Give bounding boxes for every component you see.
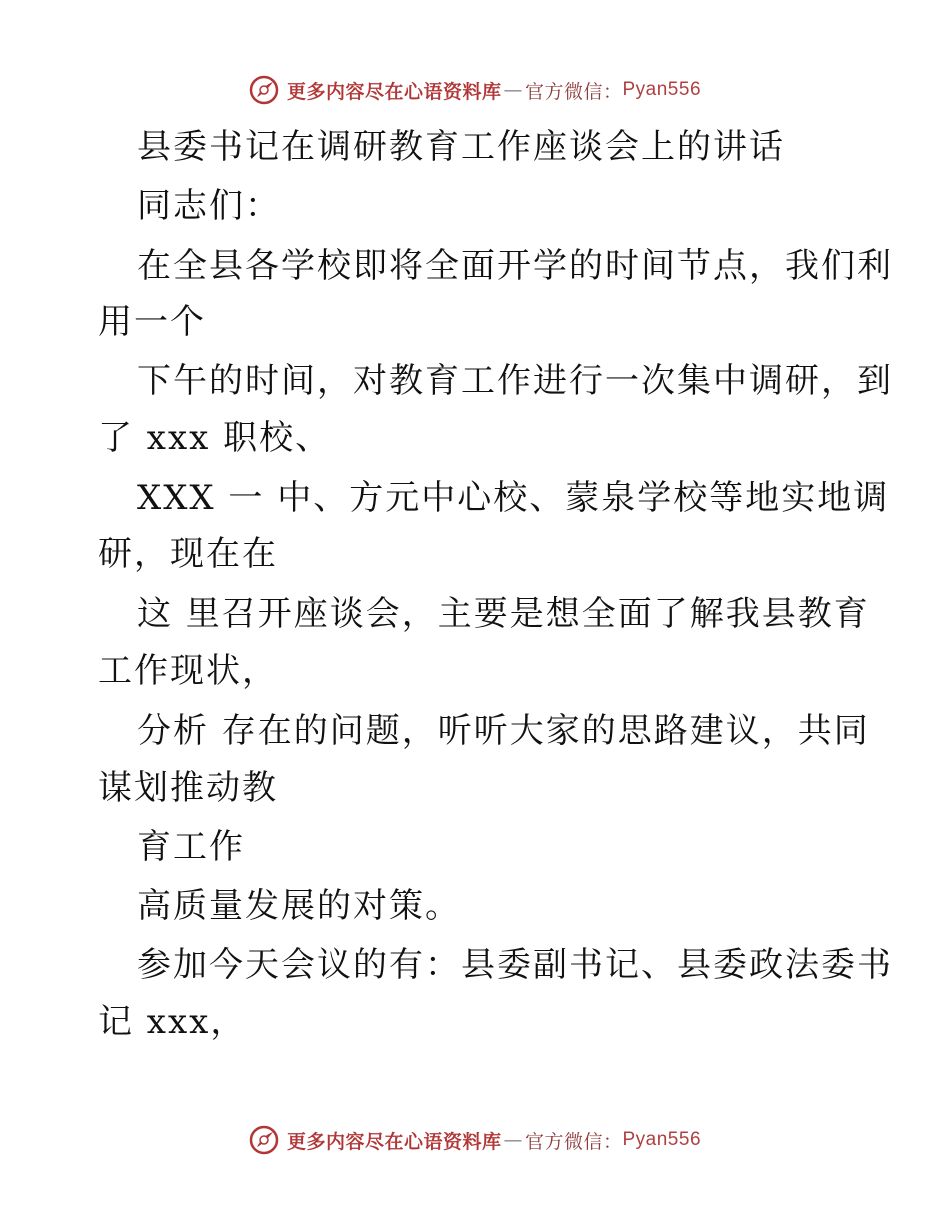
body-line: 分析 存在的问题，听听大家的思路建议，共同 xyxy=(137,711,870,751)
document-title: 县委书记在调研教育工作座谈会上的讲话 xyxy=(137,127,785,167)
watermark-main-text: 更多内容尽在心语资料库 xyxy=(286,1130,502,1153)
body-line: 研，现在在 xyxy=(98,534,278,574)
body-line: 育工作 xyxy=(137,827,245,867)
body-line: XXX 一 中、方元中心校、蒙泉学校等地实地调 xyxy=(137,478,890,518)
feather-logo-icon xyxy=(249,1125,279,1155)
body-line: 这 里召开座谈会，主要是想全面了解我县教育 xyxy=(137,594,870,634)
body-line: 记 xxx， xyxy=(98,1002,247,1042)
watermark-dash: — xyxy=(503,1129,523,1151)
body-line: 用一个 xyxy=(98,302,206,342)
footer-watermark xyxy=(0,1120,950,1160)
body-line: 下午的时间，对教育工作进行一次集中调研，到 xyxy=(137,361,893,401)
watermark-dash: — xyxy=(503,79,523,101)
body-line: 参加今天会议的有：县委副书记、县委政法委书 xyxy=(137,945,893,985)
watermark-main-text: 更多内容尽在心语资料库 xyxy=(286,80,502,103)
watermark-wechat-label: 官方微信： xyxy=(524,80,623,103)
body-line: 工作现状， xyxy=(98,651,278,691)
header-watermark xyxy=(0,70,950,110)
body-line: 了 xxx 职校、 xyxy=(98,418,332,458)
body-line: 高质量发展的对策。 xyxy=(137,886,461,926)
feather-logo-icon xyxy=(249,75,279,105)
watermark-wechat-id: Pyan556 xyxy=(622,1129,702,1150)
watermark-wechat-id: Pyan556 xyxy=(622,79,702,100)
salutation: 同志们： xyxy=(137,186,281,226)
body-line: 在全县各学校即将全面开学的时间节点，我们利 xyxy=(137,246,893,286)
body-line: 谋划推动教 xyxy=(98,768,278,808)
watermark-wechat-label: 官方微信： xyxy=(524,1130,623,1153)
